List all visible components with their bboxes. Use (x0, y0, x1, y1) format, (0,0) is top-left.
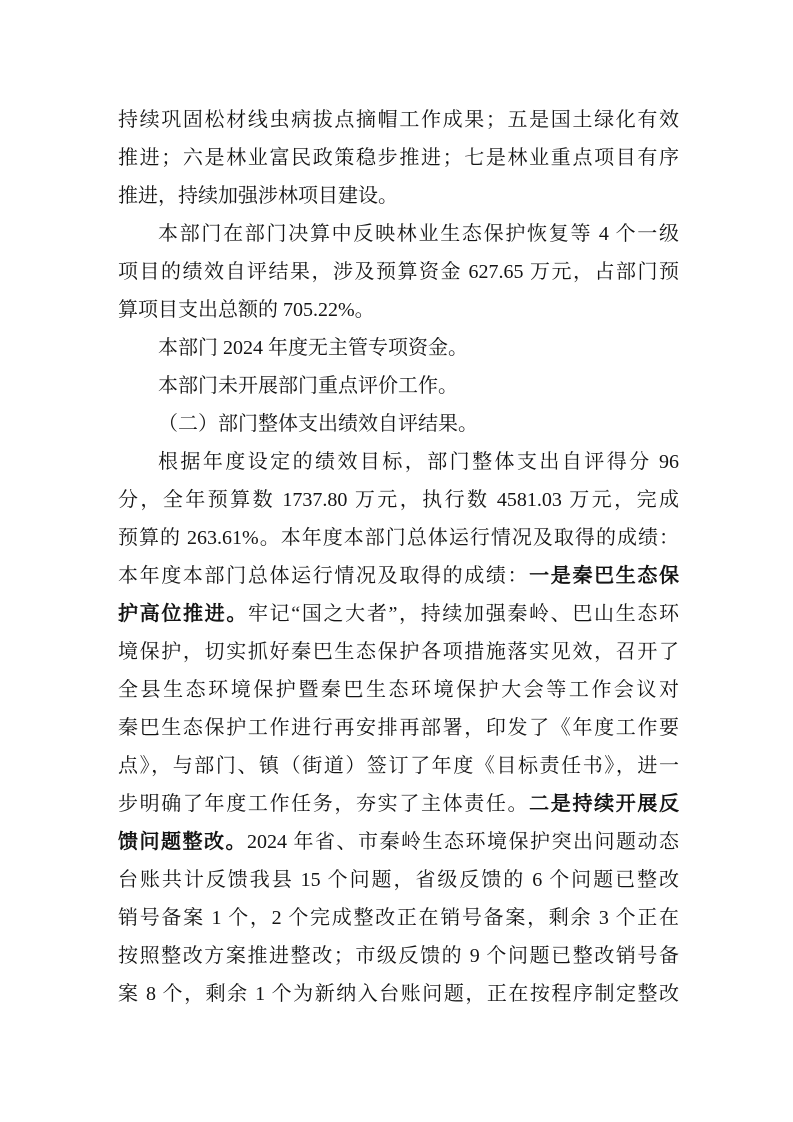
text-line (118, 557, 679, 595)
text-run: 点》，与部门、镇（街道）签订了年度《目标责任书》，进一 (118, 755, 679, 777)
text-run: 全县生态环境保护暨秦巴生态环境保护大会等工作会议对 (118, 679, 679, 701)
text-line (118, 975, 679, 1013)
text-line (118, 709, 679, 747)
text-run: 牢记“国之大者”，持续加强秦岭、巴山生态环 (247, 603, 679, 625)
text-run: 2024 年省、市秦岭生态环境保护突出问题动态 (247, 831, 679, 853)
text-run: （二）部门整体支出绩效自评结果。 (158, 413, 478, 435)
text-line (118, 177, 679, 215)
bold-run: 护高位推进。 (118, 603, 248, 625)
bold-run: 馈问题整改。 (118, 831, 247, 853)
text-run: 本年度本部门总体运行情况及取得的成绩： (118, 565, 530, 587)
text-line (118, 215, 679, 253)
text-line (118, 519, 679, 557)
text-run: 根据年度设定的绩效目标，部门整体支出自评得分 96 (158, 451, 679, 473)
text-run: 分，全年预算数 1737.80 万元，执行数 4581.03 万元，完成 (118, 489, 679, 511)
text-line (118, 367, 679, 405)
document-body (118, 101, 679, 1013)
text-run: 本部门在部门决算中反映林业生态保护恢复等 4 个一级 (158, 223, 679, 245)
text-run: 推进；六是林业富民政策稳步推进；七是林业重点项目有序 (118, 147, 679, 169)
text-run: 算项目支出总额的 705.22%。 (118, 299, 375, 321)
text-line (118, 443, 679, 481)
text-run: 案 8 个，剩余 1 个为新纳入台账问题，正在按程序制定整改 (118, 983, 679, 1005)
text-line (118, 747, 679, 785)
text-run: 本部门 2024 年度无主管专项资金。 (158, 337, 468, 359)
text-line (118, 861, 679, 899)
text-run: 推进，持续加强涉林项目建设。 (118, 185, 398, 207)
text-run: 预算的 263.61%。本年度本部门总体运行情况及取得的成绩： (118, 527, 679, 549)
bold-run: 一是秦巴生态保 (529, 565, 679, 587)
bold-run: 二是持续开展反 (529, 793, 679, 815)
text-line (118, 101, 679, 139)
text-run: 台账共计反馈我县 15 个问题，省级反馈的 6 个问题已整改 (118, 869, 679, 891)
text-line (118, 785, 679, 823)
text-run: 按照整改方案推进整改；市级反馈的 9 个问题已整改销号备 (118, 945, 679, 967)
text-run: 步明确了年度工作任务，夯实了主体责任。 (118, 793, 530, 815)
text-line (118, 139, 679, 177)
text-line (118, 899, 679, 937)
text-line (118, 481, 679, 519)
text-run: 本部门未开展部门重点评价工作。 (158, 375, 458, 397)
text-line (118, 937, 679, 975)
text-run: 境保护，切实抓好秦巴生态保护各项措施落实见效，召开了 (118, 641, 679, 663)
text-line (118, 253, 679, 291)
text-run: 持续巩固松材线虫病拔点摘帽工作成果；五是国土绿化有效 (118, 109, 679, 131)
text-run: 秦巴生态保护工作进行再安排再部署，印发了《年度工作要 (118, 717, 679, 739)
text-line (118, 823, 679, 861)
text-line (118, 595, 679, 633)
text-run: 销号备案 1 个，2 个完成整改正在销号备案，剩余 3 个正在 (118, 907, 679, 929)
text-line (118, 291, 679, 329)
text-run: 项目的绩效自评结果，涉及预算资金 627.65 万元，占部门预 (118, 261, 679, 283)
text-line (118, 405, 679, 443)
text-line (118, 329, 679, 367)
text-line (118, 671, 679, 709)
text-line (118, 633, 679, 671)
